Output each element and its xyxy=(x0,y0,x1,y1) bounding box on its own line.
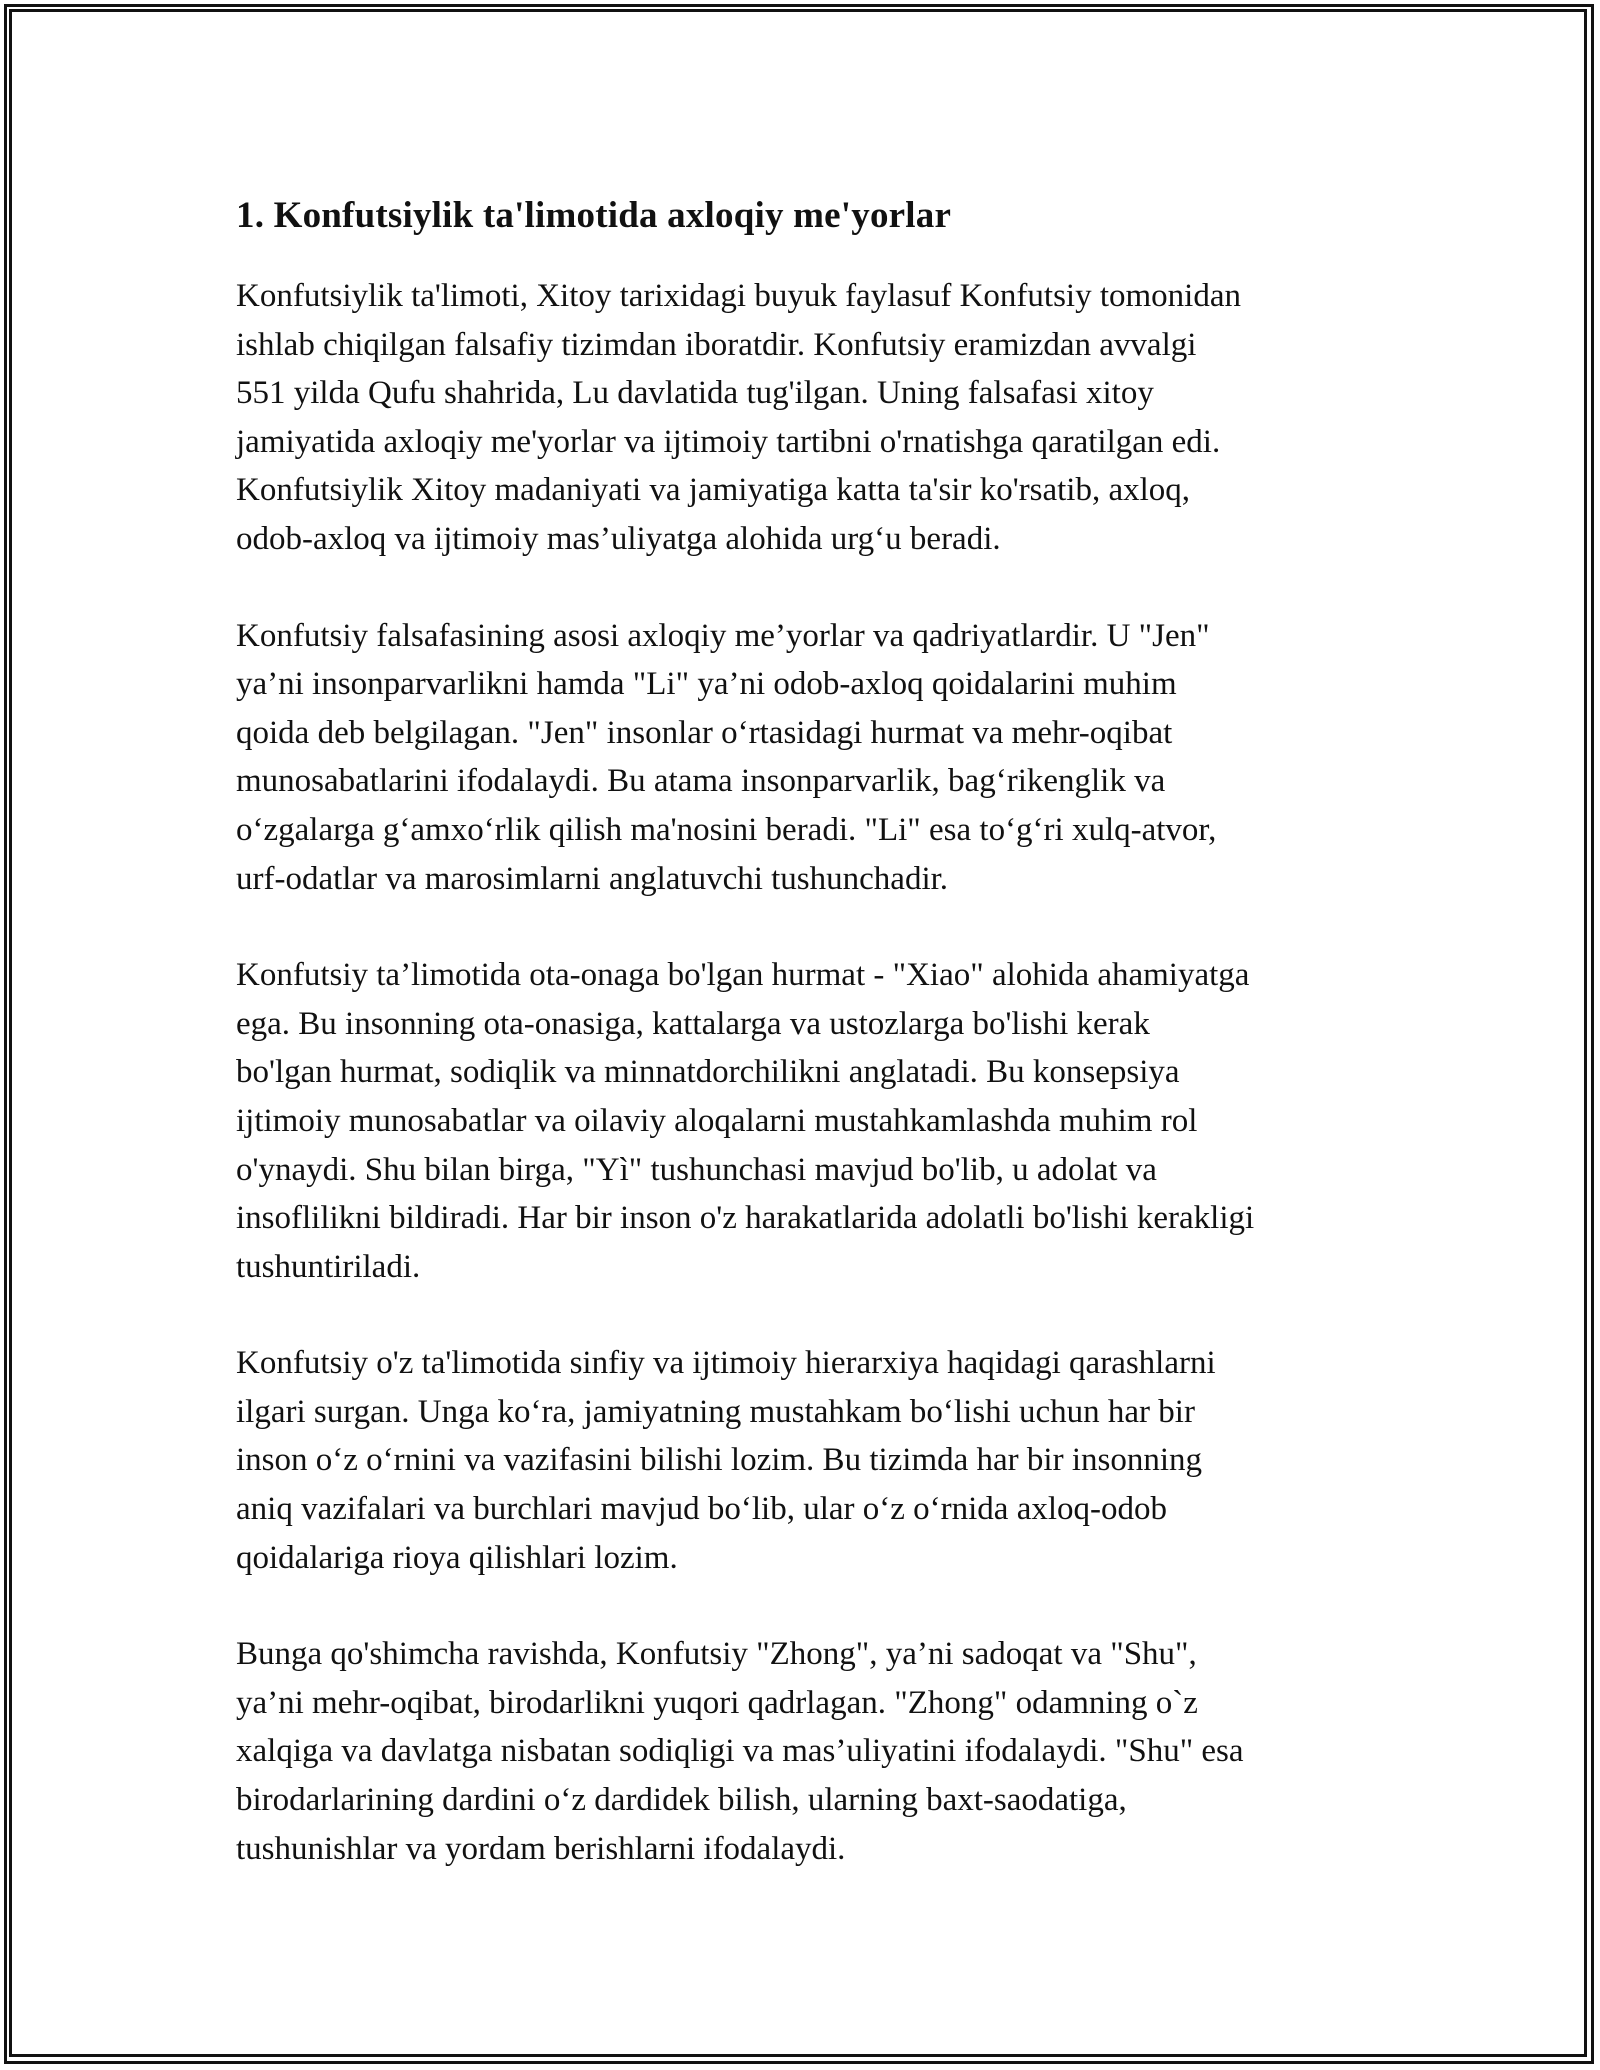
text-line: xalqiga va davlatga nisbatan sodiqligi va mas’uliyatini ifodalaydi. "Shu" esa xyxy=(236,1733,1244,1770)
text-line: qoidalariga rioya qilishlari lozim. xyxy=(236,1539,678,1576)
text-line: o‘zgalarga g‘amxo‘rlik qilish ma'nosini beradi. "Li" esa to‘g‘ri xulq-atvor, xyxy=(236,811,1217,848)
paragraph-hierarchy xyxy=(236,1339,1376,1582)
document-body xyxy=(236,188,1376,1921)
text-line: Konfutsiylik ta'limoti, Xitoy tarixidagi buyuk faylasuf Konfutsiy tomonidan xyxy=(236,278,1242,314)
text-line: insoflilikni bildiradi. Har bir inson o'z harakatlarida adolatli bo'lishi kerakligi xyxy=(236,1200,1255,1237)
text-line: tushunishlar va yordam berishlarni ifodalaydi. xyxy=(236,1830,846,1867)
text-line: inson o‘z o‘rnini va vazifasini bilishi lozim. Bu tizimda har bir insonning xyxy=(236,1442,1203,1479)
text-line: ijtimoiy munosabatlar va oilaviy aloqalarni mustahkamlashda muhim rol xyxy=(236,1102,1198,1139)
text-line: ishlab chiqilgan falsafiy tizimdan iboratdir. Konfutsiy eramizdan avvalgi xyxy=(236,326,1197,363)
text-line: 551 yilda Qufu shahrida, Lu davlatida tug'ilgan. Uning falsafasi xitoy xyxy=(236,375,1154,412)
text-line: tushuntiriladi. xyxy=(236,1248,421,1285)
paragraph-zhong-shu xyxy=(236,1630,1376,1873)
text-line: ya’ni mehr-oqibat, birodarlikni yuqori qadrlagan. "Zhong" odamning o`z xyxy=(236,1684,1198,1721)
text-line: birodarlarining dardini o‘z dardidek bilish, ularning baxt-saodatiga, xyxy=(236,1782,1127,1819)
text-line: o'ynaydi. Shu bilan birga, "Yì" tushunchasi mavjud bo'lib, u adolat va xyxy=(236,1151,1157,1188)
text-line: bo'lgan hurmat, sodiqlik va minnatdorchilikni anglatadi. Bu konsepsiya xyxy=(236,1054,1180,1091)
text-line: jamiyatida axloqiy me'yorlar va ijtimoiy tartibni o'rnatishga qaratilgan edi. xyxy=(236,423,1221,460)
text-line: Konfutsiylik Xitoy madaniyati va jamiyatiga katta ta'sir ko'rsatib, axloq, xyxy=(236,472,1191,509)
text-line: Konfutsiy falsafasining asosi axloqiy me’yorlar va qadriyatlardir. U "Jen" xyxy=(236,617,1210,654)
paragraph-intro xyxy=(236,272,1376,564)
text-line: munosabatlarini ifodalaydi. Bu atama insonparvarlik, bag‘rikenglik va xyxy=(236,763,1166,800)
paragraph-jen-li xyxy=(236,612,1376,904)
section-heading: 1. Konfutsiylik ta'limotida axloqiy me'yorlar xyxy=(236,195,952,236)
text-line: Konfutsiy o'z ta'limotida sinfiy va ijtimoiy hierarxiya haqidagi qarashlarni xyxy=(236,1345,1216,1382)
text-line: ega. Bu insonning ota-onasiga, kattalarga va ustozlarga bo'lishi kerak xyxy=(236,1005,1150,1042)
text-line: Bunga qo'shimcha ravishda, Konfutsiy "Zhong", ya’ni sadoqat va "Shu", xyxy=(236,1636,1197,1673)
text-line: urf-odatlar va marosimlarni anglatuvchi tushunchadir. xyxy=(236,860,949,897)
text-line: aniq vazifalari va burchlari mavjud bo‘lib, ular o‘z o‘rnida axloq-odob xyxy=(236,1491,1167,1528)
text-line: Konfutsiy ta’limotida ota-onaga bo'lgan hurmat - "Xiao" alohida ahamiyatga xyxy=(236,957,1250,994)
text-line: qoida deb belgilagan. "Jen" insonlar o‘rtasidagi hurmat va mehr-oqibat xyxy=(236,714,1173,751)
text-line: ilgari surgan. Unga ko‘ra, jamiyatning mustahkam bo‘lishi uchun har bir xyxy=(236,1393,1195,1430)
paragraph-xiao-yi xyxy=(236,951,1376,1291)
text-line: ya’ni insonparvarlikni hamda "Li" ya’ni odob-axloq qoidalarini muhim xyxy=(236,666,1177,703)
text-line: odob-axloq va ijtimoiy mas’uliyatga alohida urg‘u beradi. xyxy=(236,520,1001,557)
